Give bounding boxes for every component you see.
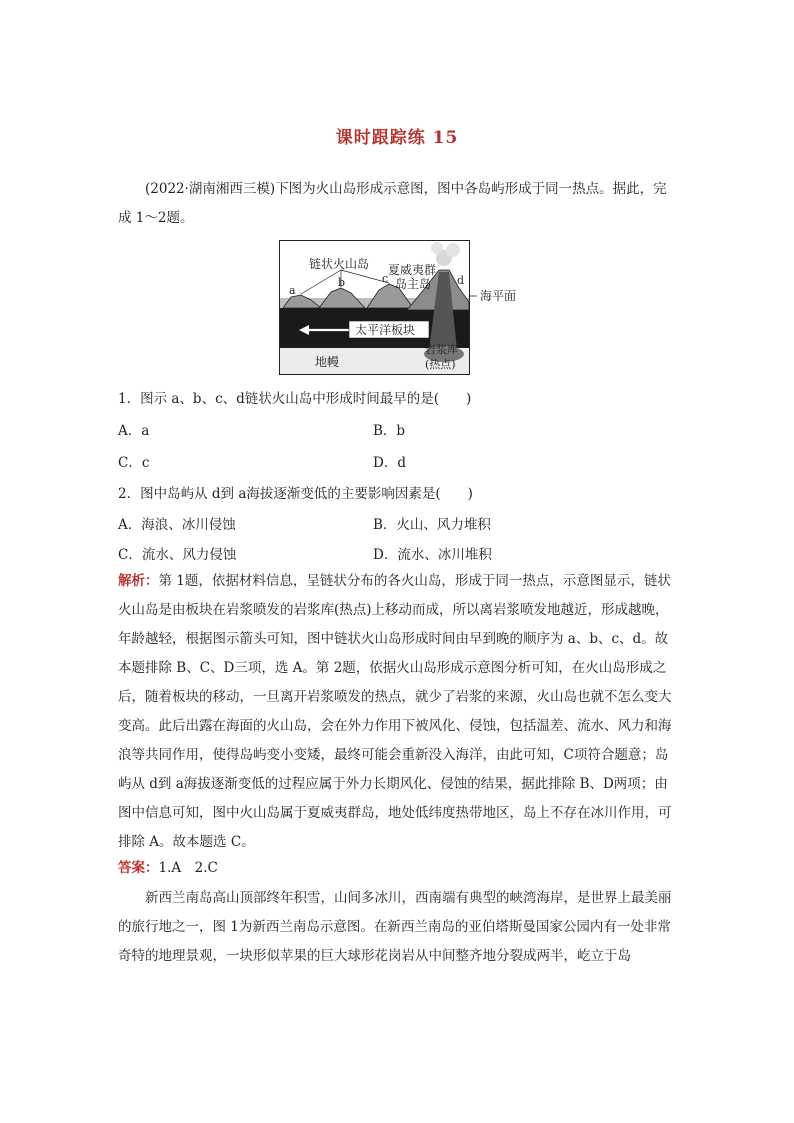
- label-main-island: 岛主岛: [395, 277, 432, 291]
- question-1-stem: 1．图示 a、b、c、d链状火山岛中形成时间最早的是( ): [118, 391, 472, 407]
- volcanic-island-diagram: [279, 240, 569, 376]
- page-title: 课时跟踪练 15: [335, 128, 459, 148]
- answer-line: [118, 856, 218, 876]
- answer-text: 1.A 2.C: [158, 860, 218, 876]
- question-1-option-b: B．b: [373, 423, 406, 439]
- intro-paragraph: (2022·湖南湘西三模)下图为火山岛形成示意图，图中各岛屿形成于同一热点。据此，完成 1～2题。: [118, 181, 667, 226]
- analysis-label: 解析：: [118, 573, 159, 589]
- label-pacific-plate: 太平洋板块: [355, 323, 416, 337]
- label-mantle: 地幔: [315, 355, 340, 369]
- label-magma: 岩浆库: [425, 343, 458, 356]
- question-2-stem: 2．图中岛屿从 d到 a海拔逐渐变低的主要影响因素是( ): [118, 486, 473, 502]
- label-hawaii-group: 夏威夷群: [388, 263, 437, 277]
- passage-paragraph: 新西兰南岛高山顶部终年积雪，山间多冰川，西南端有典型的峡湾海岸，是世界上最美丽的旅行地之一，图 1为新西兰南岛示意图。在新西兰南岛的亚伯塔斯曼国家公园内有一处非常奇特的地理景观，一块形似苹果的巨大球形花岗岩从中间整齐地分裂成两半，屹立于岛: [118, 890, 672, 964]
- question-2-option-b: B．火山、风力堆积: [373, 517, 491, 533]
- label-sea-level: 海平面: [480, 289, 517, 303]
- question-1-option-c: C．c: [118, 455, 150, 471]
- label-chain-islands: 链状火山岛: [309, 257, 370, 271]
- analysis-text: 第 1题，依据材料信息，呈链状分布的各火山岛，形成于同一热点，示意图显示，链状火山岛是由板块在岩浆喷发的岩浆库(热点)上移动而成，所以离岩浆喷发地越近，形成越晚，年龄越轻，根据图示箭头可知，图中链状火山岛形成时间由早到晚的顺序为 a、b、c、d。故本题排除 B、C、D三项，选 A。第 2题，依据火山岛形成示意图分析可知，在火山岛形成之后，随着板块的移动，一旦离开岩浆喷发的热点，就少了岩浆的来源，火山岛也就不怎么变大变高。此后出露在海面的火山岛，会在外力作用下被风化、侵蚀，包括温差、流水、风力和海浪等共同作用，使得岛屿变小变矮，最终可能会重新没入海洋，由此可知，C项符合题意；岛屿从 d到 a海拔逐渐变低的过程应属于外力长期风化、侵蚀的结果，据此排除 B、D两项；由图中信息可知，图中火山岛属于夏威夷群岛，地处低纬度热带地区，岛上不存在冰川作用，可排除 A。故本题选 C。: [118, 573, 672, 850]
- label-a: a: [289, 284, 296, 297]
- label-c: c: [382, 272, 389, 285]
- label-b: b: [338, 276, 346, 289]
- question-1-option-a: A．a: [118, 423, 150, 439]
- label-d: d: [457, 274, 465, 287]
- answer-label: 答案：: [118, 860, 159, 876]
- question-2-option-c: C．流水、风力侵蚀: [118, 547, 237, 563]
- label-hotspot: (热点): [425, 358, 456, 371]
- analysis-paragraph: [118, 567, 678, 857]
- question-2-option-a: A．海浪、冰川侵蚀: [118, 517, 236, 533]
- question-2-option-d: D．流水、冰川堆积: [373, 547, 492, 563]
- question-1-option-d: D．d: [373, 455, 406, 471]
